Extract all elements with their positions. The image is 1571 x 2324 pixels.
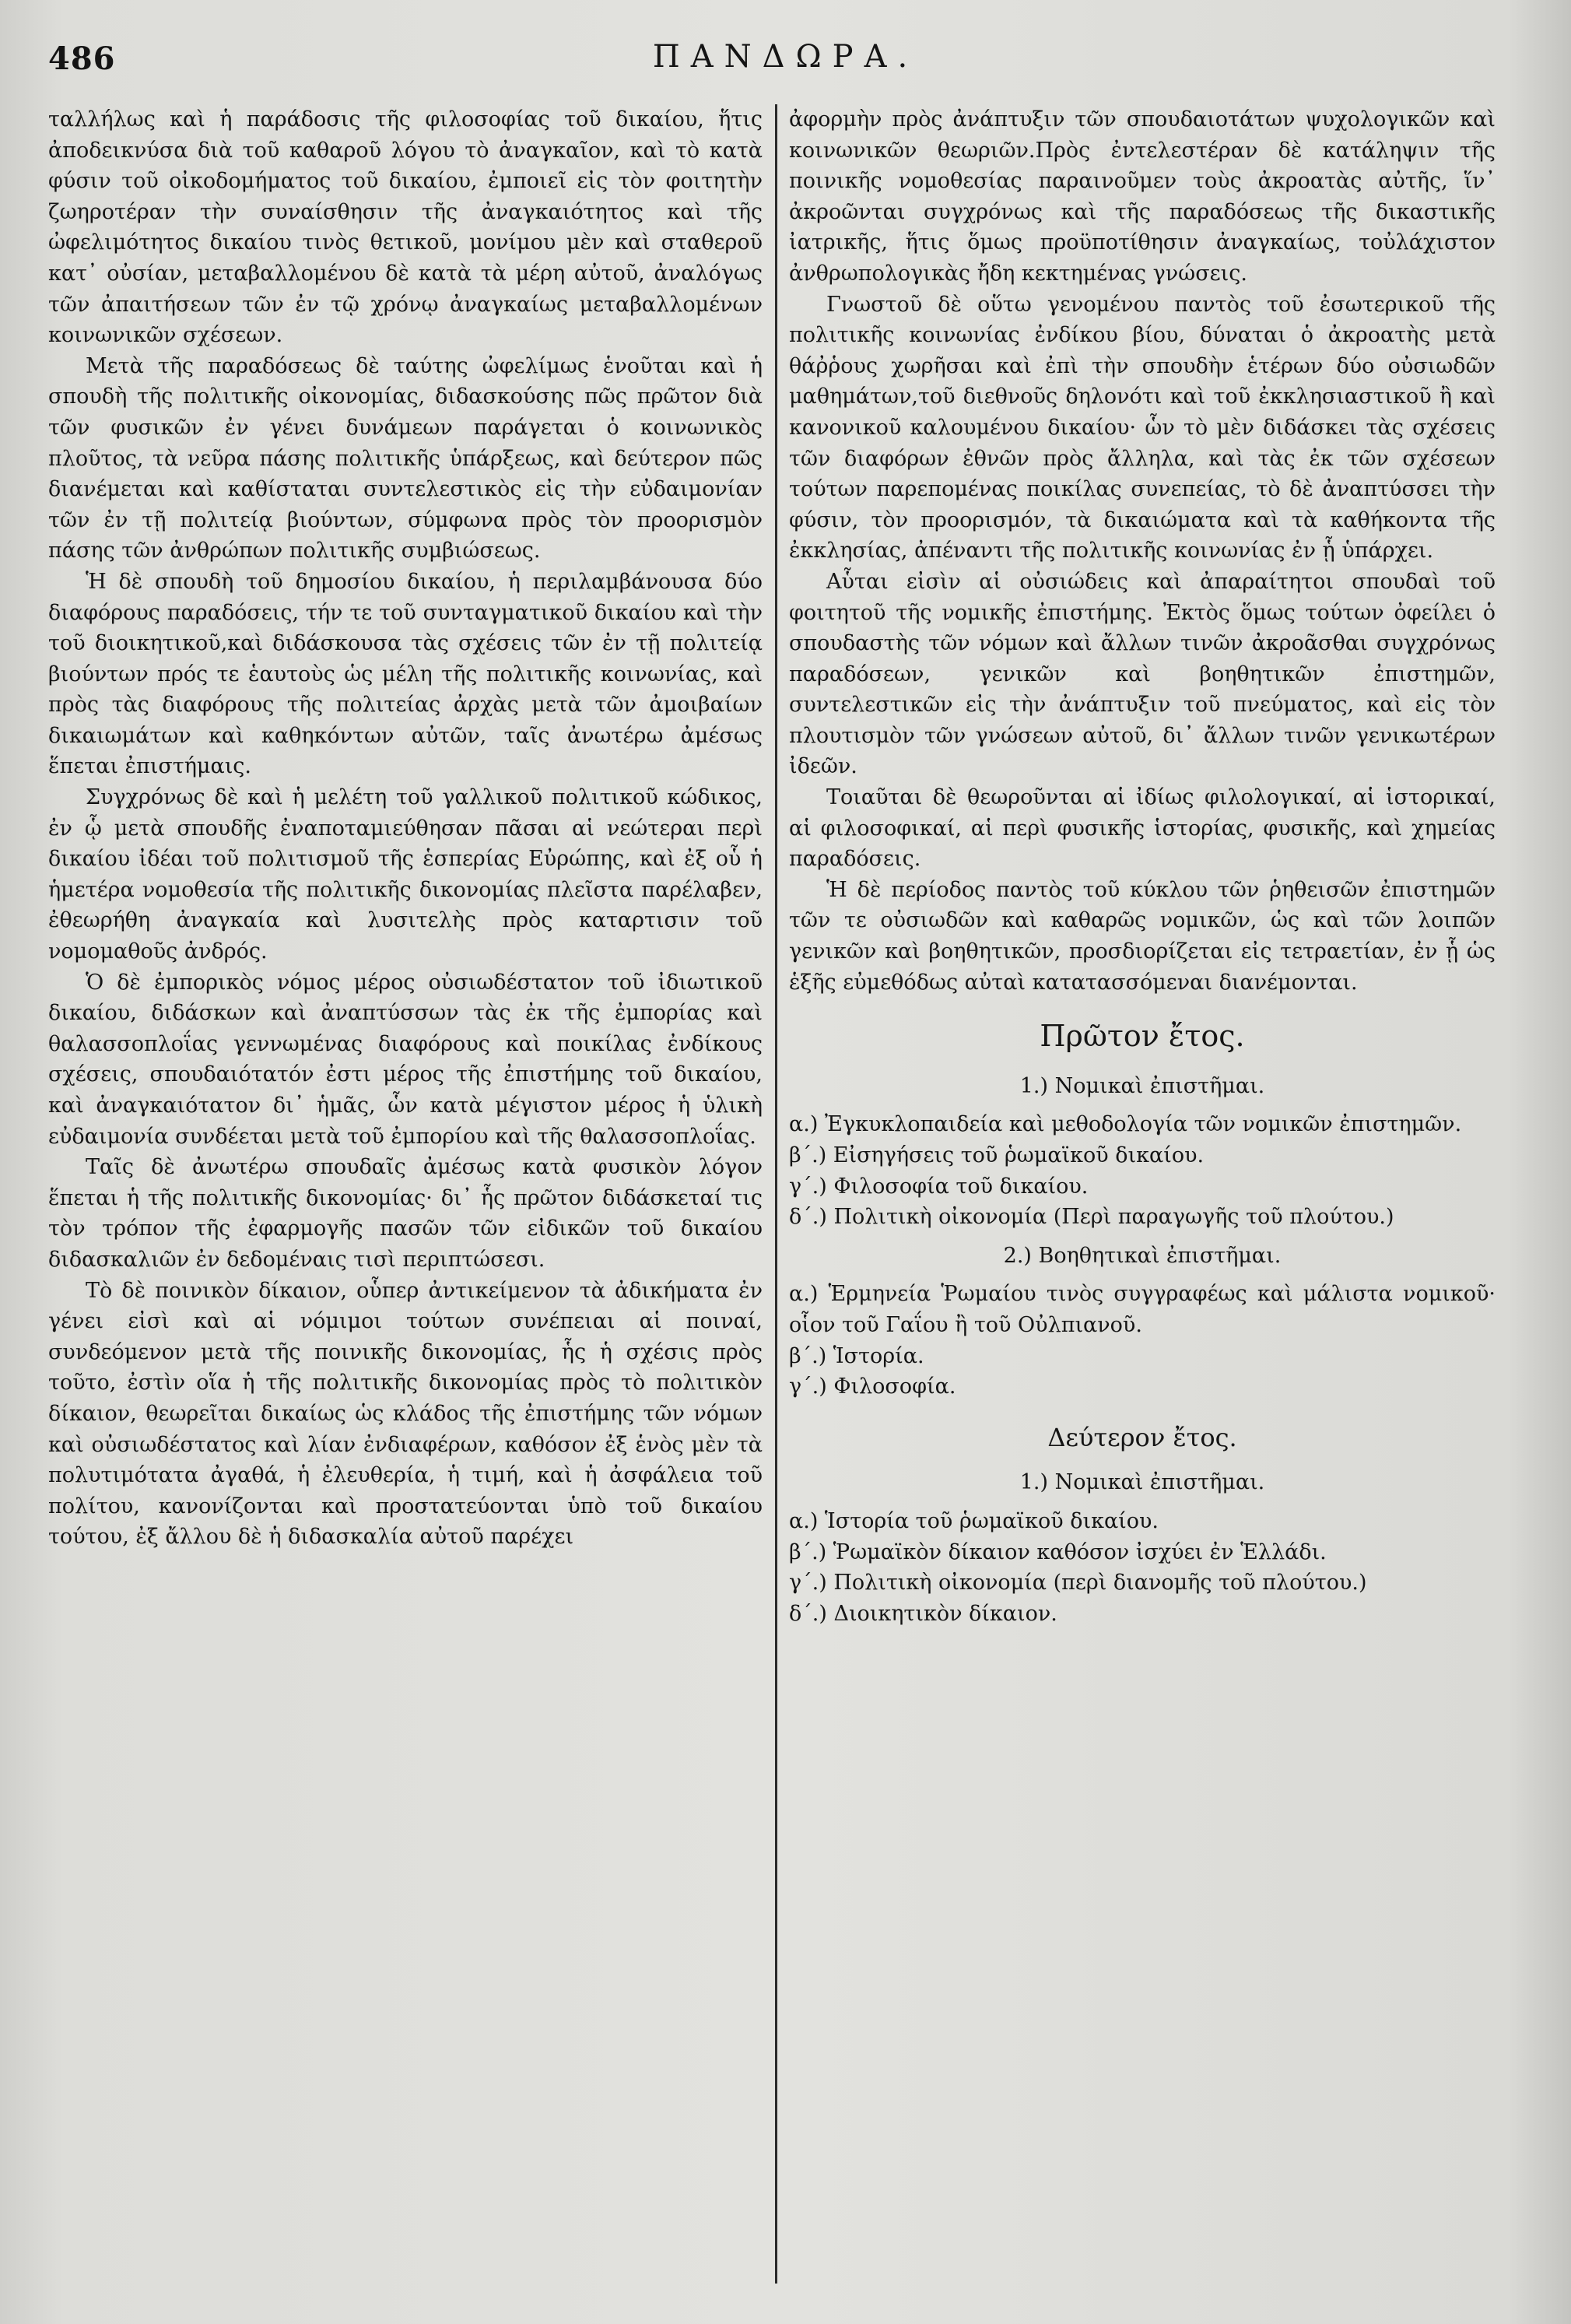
left-column	[48, 104, 763, 2307]
page-number: 486	[48, 40, 116, 77]
paragraph: Ὁ δὲ ἐμπορικὸς νόμος μέρος οὐσιωδέστατον τοῦ ἰδιωτικοῦ δικαίου, διδάσκων καὶ ἀναπτύσσων τὰς ἐκ τῆς ἐμπορίας καὶ θαλασσοπλοΐας γεννωμένας διαφόρους καὶ ποικίλας ἐνδίκους σχέσεις, σπουδαιότατόν ἐστι μέρος τῆς ἐπιστήμης τοῦ δικαίου, καὶ ἀναγκαιότατον δι᾽ ἡμᾶς, ὧν κατὰ μέγιστον μέρος ἡ ὑλικὴ εὐδαιμονία συνδέεται μετὰ τοῦ ἐμπορίου καὶ τῆς θαλασσοπλοΐας.	[48, 970, 763, 1149]
paragraph: Ταῖς δὲ ἀνωτέρω σπουδαῖς ἀμέσως κατὰ φυσικὸν λόγον ἕπεται ἡ τῆς πολιτικῆς δικονομίας· δι᾽ ἧς πρῶτον διδάσκεταί τις τὸν τρόπον τῆς ἐφαρμογῆς πασῶν τῶν εἰδικῶν τοῦ δικαίου διδασκαλιῶν ἐν δεδομέναις τισὶ περιπτώσεσι.	[48, 1155, 763, 1272]
paragraph: Τοιαῦται δὲ θεωροῦνται αἱ ἰδίως φιλολογικαί, αἱ ἱστορικαί, αἱ φιλοσοφικαί, αἱ περὶ φυσικῆς ἱστορίας, φυσικῆς, καὶ χημείας παραδόσεις.	[789, 785, 1496, 872]
second-year-heading: Δεύτερον ἔτος.	[1047, 1422, 1237, 1452]
list-item: α.) Ἑρμηνεία Ῥωμαίου τινὸς συγγραφέως καὶ μάλιστα νομικοῦ· οἷον τοῦ Γαΐου ἢ τοῦ Οὐλπιανοῦ.	[789, 1282, 1496, 1337]
column-divider	[775, 104, 777, 2284]
paragraph: Ἡ δὲ σπουδὴ τοῦ δημοσίου δικαίου, ἡ περιλαμβάνουσα δύο διαφόρους παραδόσεις, τήν τε τοῦ συνταγματικοῦ δικαίου καὶ τὴν τοῦ διοικητικοῦ,καὶ διδάσκουσα τὰς σχέσεις τῶν ἐν τῇ πολιτείᾳ βιούντων πρός τε ἑαυτοὺς ὡς μέλη τῆς πολιτικῆς κοινωνίας, καὶ πρὸς τὰς διαφόρους τῆς πολιτείας ἀρχὰς μετὰ τῶν ἀμοιβαίων δικαιωμάτων καὶ καθηκόντων αὐτῶν, ταῖς ἀνωτέρω ἀμέσως ἕπεται ἐπιστήμαις.	[48, 569, 763, 779]
running-title: ΠΑΝΔΩΡΑ.	[652, 39, 919, 75]
paragraph: Συγχρόνως δὲ καὶ ἡ μελέτη τοῦ γαλλικοῦ πολιτικοῦ κώδικος, ἐν ᾧ μετὰ σπουδῆς ἐναποταμιεύθησαν πᾶσαι αἱ νεώτεραι περὶ δικαίου ἰδέαι τοῦ πολιτισμοῦ τῆς ἑσπερίας Εὐρώπης, καὶ ἐξ οὗ ἡ ἡμετέρα νομοθεσία τῆς πολιτικῆς δικονομίας πλεῖστα παρέλαβεν, ἐθεωρήθη ἀναγκαία καὶ λυσιτελὴς πρὸς καταρτισιν τοῦ νομομαθοῦς ἀνδρός.	[48, 785, 763, 964]
paragraph: ταλλήλως καὶ ἡ παράδοσις τῆς φιλοσοφίας τοῦ δικαίου, ἥτις ἀποδεικνύσα διὰ τοῦ καθαροῦ λόγου τὸ ἀναγκαῖον, καὶ τὸ κατὰ φύσιν τοῦ οἰκοδομήματος τοῦ δικαίου, ἐμποιεῖ εἰς τὸν φοιτητὴν ζωηροτέραν τὴν συναίσθησιν τῆς ἀναγκαιότητος καὶ τῆς ὠφελιμότητος δικαίου τινὸς θετικοῦ, μονίμου μὲν καὶ σταθεροῦ κατ᾽ οὐσίαν, μεταβαλλομένου δὲ κατὰ τὰ μέρη αὐτοῦ, ἀναλόγως τῶν ἀπαιτήσεων τῶν ἐν τῷ χρόνῳ ἀναγκαίως μεταβαλλομένων κοινωνικῶν σχέσεων.	[48, 107, 763, 348]
paragraph: Αὗται εἰσὶν αἱ οὐσιώδεις καὶ ἀπαραίτητοι σπουδαὶ τοῦ φοιτητοῦ τῆς νομικῆς ἐπιστήμης. Ἐκτὸς ὅμως τούτων ὀφείλει ὁ σπουδαστὴς τῶν νόμων καὶ ἄλλων τινῶν ἀκροᾶσθαι συγχρόνως παραδόσεων, γενικῶν καὶ βοηθητικῶν ἐπιστημῶν, συντελεστικῶν εἰς τὴν ἀνάπτυξιν τοῦ πνεύματος, καὶ εἰς τὸν πλουτισμὸν τῶν γνώσεων αὐτοῦ, δι᾽ ἄλλων τινῶν γενικωτέρων ἰδεῶν.	[789, 569, 1496, 779]
paragraph: Γνωστοῦ δὲ οὕτω γενομένου παντὸς τοῦ ἐσωτερικοῦ τῆς πολιτικῆς κοινωνίας ἐνδίκου βίου, δύναται ὁ ἀκροατὴς μετὰ θάῤῥους χωρῆσαι καὶ ἐπὶ τὴν σπουδὴν ἑτέρων δύο οὐσιωδῶν μαθημάτων,τοῦ διεθνοῦς δηλονότι καὶ τοῦ ἐκκλησιαστικοῦ ἢ καὶ κανονικοῦ καλουμένου δικαίου· ὧν τὸ μὲν διδάσκει τὰς σχέσεις τῶν διαφόρων ἐθνῶν πρὸς ἄλληλα, καὶ τὰς ἐκ τῶν σχέσεων τούτων παρεπομένας ποικίλας συνεπείας, τὸ δὲ ἀναπτύσσει τὴν φύσιν, τὸν προορισμόν, τὰ δικαιώματα καὶ τὰ καθήκοντα τῆς ἐκκλησίας, ἀπέναντι τῆς πολιτικῆς κοινωνίας ἐν ᾗ ὑπάρχει.	[789, 292, 1496, 563]
paragraph: Μετὰ τῆς παραδόσεως δὲ ταύτης ὠφελίμως ἑνοῦται καὶ ἡ σπουδὴ τῆς πολιτικῆς οἰκονομίας, διδασκούσης πῶς πρῶτον διὰ τῶν φυσικῶν ἐν γένει δυνάμεων παράγεται ὁ κοινωνικὸς πλοῦτος, τὰ νεῦρα πάσης πολιτικῆς ὑπάρξεως, καὶ δεύτερον πῶς διανέμεται καὶ καθίσταται συντελεστικὸς εἰς τὴν εὐδαιμονίαν τῶν ἐν τῇ πολιτείᾳ βιούντων, σύμφωνα πρὸς τὸν προορισμὸν πάσης τῶν ἀνθρώπων πολιτικῆς συμβιώσεως.	[48, 353, 763, 563]
paragraph: Τὸ δὲ ποινικὸν δίκαιον, οὗπερ ἀντικείμενον τὰ ἀδικήματα ἐν γένει εἰσὶ καὶ αἱ νόμιμοι τούτων συνέπειαι αἱ ποιναί, συνδεόμενον μετὰ τῆς ποινικῆς δικονομίας, ἧς ἡ σχέσις πρὸς τοῦτο, ἐστὶν οἵα ἡ τῆς πολιτικῆς δικονομίας πρὸς τὸ πολιτικὸν δίκαιον, θεωρεῖται δικαίως ὡς κλάδος τῆς ἐπιστήμης τῶν νόμων καὶ οὐσιωδέστατος καὶ λίαν ἐνδιαφέρων, καθόσον ἐξ ἑνὸς μὲν τὰ πολυτιμότατα ἀγαθά, ἡ ἐλευθερία, ἡ τιμή, καὶ ἡ ἀσφάλεια τοῦ πολίτου, κανονίζονται καὶ προστατεύονται ὑπὸ τοῦ δικαίου τούτου, ἐξ ἄλλου δὲ ἡ διδασκαλία αὐτοῦ παρέχει	[48, 1278, 763, 1550]
paragraph: ἀφορμὴν πρὸς ἀνάπτυξιν τῶν σπουδαιοτάτων ψυχολογικῶν καὶ κοινωνικῶν θεωριῶν.Πρὸς ἐντελεστέραν δὲ κατάληψιν τῆς ποινικῆς νομοθεσίας παραινοῦμεν τοὺς ἀκροατὰς αὐτῆς, ἵν᾽ ἀκροῶνται συγχρόνως καὶ τῆς παραδόσεως τῆς δικαστικῆς ἰατρικῆς, ἥτις ὅμως προϋποτίθησιν ἀναγκαίως, τοὐλάχιστον ἀνθρωπολογικὰς ἤδη κεκτημένας γνώσεις.	[789, 107, 1496, 286]
list-item: β΄.) Εἰσηγήσεις τοῦ ῥωμαϊκοῦ δικαίου.	[789, 1143, 1205, 1167]
list-item: δ΄.) Πολιτικὴ οἰκονομία (Περὶ παραγωγῆς τοῦ πλούτου.)	[789, 1205, 1394, 1230]
paragraph: Ἡ δὲ περίοδος παντὸς τοῦ κύκλου τῶν ῥηθεισῶν ἐπιστημῶν τῶν τε οὐσιωδῶν καὶ καθαρῶς νομικῶν, ὡς καὶ τῶν λοιπῶν γενικῶν καὶ βοηθητικῶν, προσδιορίζεται εἰς τετραετίαν, ἐν ᾗ ὡς ἑξῆς εὐμεθόδως αὐταὶ κατατασσόμεναι διανέμονται.	[789, 877, 1496, 995]
list-item: β΄.) Ἱστορία.	[789, 1343, 924, 1368]
list-item: γ΄.) Φιλοσοφία τοῦ δικαίου.	[789, 1174, 1089, 1199]
section-title: 2.) Βοηθητικαὶ ἐπιστῆμαι.	[1003, 1243, 1282, 1268]
first-year-heading: Πρῶτον ἔτος.	[1040, 1019, 1245, 1054]
list-item: γ΄.) Πολιτικὴ οἰκονομία (περὶ διανομῆς τοῦ πλούτου.)	[789, 1571, 1367, 1596]
list-item: α.) Ἱστορία τοῦ ῥωμαϊκοῦ δικαίου.	[789, 1508, 1159, 1533]
section-title: 1.) Νομικαὶ ἐπιστῆμαι.	[1019, 1073, 1265, 1098]
list-item: α.) Ἐγκυκλοπαιδεία καὶ μεθοδολογία τῶν νομικῶν ἐπιστημῶν.	[789, 1112, 1462, 1137]
list-item: β΄.) Ῥωμαϊκὸν δίκαιον καθόσον ἰσχύει ἐν Ἑλλάδι.	[789, 1539, 1327, 1564]
list-item: δ΄.) Διοικητικὸν δίκαιον.	[789, 1601, 1057, 1626]
right-column	[789, 104, 1496, 2307]
section-title: 1.) Νομικαὶ ἐπιστῆμαι.	[1019, 1470, 1265, 1495]
list-item: γ΄.) Φιλοσοφία.	[789, 1374, 956, 1399]
